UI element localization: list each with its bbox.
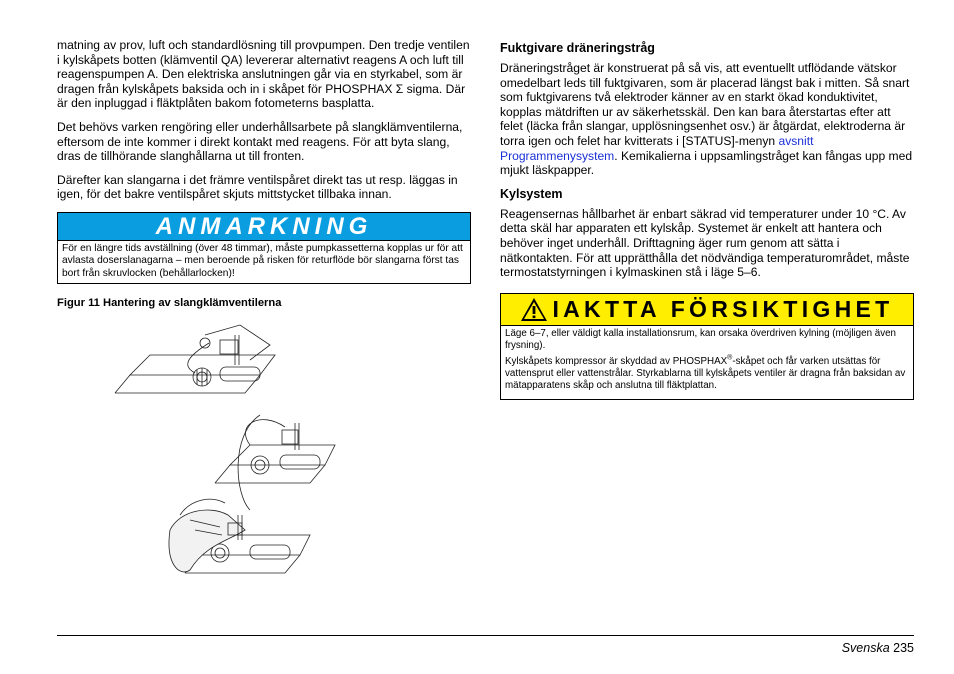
figure-valve-illustration [110,315,340,580]
figure-caption: Figur 11 Hantering av slangklämventilerna [57,297,282,310]
cross-reference-link[interactable]: avsnitt Programmenysystem [500,133,814,163]
body-paragraph: Reagensernas hållbarhet är enbart säkrad vid temperaturer under 10 °C. Av detta skäl har apparaten ett kylskåp. Systemet är enkelt att hantera och behöver inget underhåll. Drifttagning äger rum genom att sätta i nätkontakten. För att upprätthålla det nödvändiga temperaturområdet, måste termostatstyrningen i kylmaskinen stå i läge 5–6. [500,206,910,280]
caution-body [501,326,913,399]
text-run: Kylskåpets kompressor är skyddad av PHOSPHAX [505,355,728,367]
caution-header [501,294,913,326]
footer [842,641,914,655]
body-paragraph: Därefter kan slangarna i det främre ventilspåret direkt tas ut resp. läggas in igen, för det bakre ventilspåret skjuts mittstycket tillbaka innan. [57,172,458,202]
caution-text [505,356,909,393]
footer-language: Svenska [841,641,890,655]
section-heading: Fuktgivare dräneringstråg [500,41,655,55]
caution-box [500,293,914,400]
text-run: Dräneringstråget är konstruerat på så vis, att eventuellt utflödande vätskor omedelbart leds till fuktgivaren, som är placerad längst bak i mitten. Så snart som fuktgivarens två elektroder känner av en starkt ökad konduktivitet, kopplas mätdriften ur av säkerhetsskäl. Den kan bara återstartas efter att felet (läcka från slangar, upplösningsenhet osv.) är åtgärdat, elektroderna är torra igen och felet har kvitterats i [STATUS]-menyn [500,61,910,148]
caution-text: Läge 6–7, eller väldigt kalla installationsrum, kan orsaka överdriven kylning (möjligen även frysning). [505,327,896,352]
warning-triangle-icon [520,297,548,322]
body-paragraph [500,61,914,178]
left-column [57,38,471,309]
registered-mark: ® [727,354,733,362]
text-run: . Kemikalierna i uppsamlingstråget kan fångas upp med mjukt läskpapper. [500,148,913,178]
note-box [57,212,471,284]
page-number: 235 [893,641,914,655]
valve-panel-3 [169,499,310,573]
body-paragraph: matning av prov, luft och standardlösning till provpumpen. Den tredje ventilen i kylskåpets botten (klämventil QA) levererar alternativt reagens A och luft till reagenspumpen A. Den elektriska anslutningen går via en styrkabel, som är dragen från kylskåpets baksida och in i skåpet för PHOSPHAX Σ sigma. Där är den inpluggad i fläktplåten bakom fotometerns basplatta. [57,38,470,111]
text-run: -skåpet och får varken utsättas för vattensprut eller vattenstrålar. Styrkablarna till kylskåpets ventiler är dragna från baksidan av mätapparatens skåp och anslutna till fläktplattan. [505,355,906,392]
section-heading: Kylsystem [500,186,563,201]
note-text: För en längre tids avställning (över 48 timmar), måste pumpkassetterna kopplas ur för att avlasta doserslanagarna – men beroende på risken för returflöde bör slangarna först tas bort från skruvlocken (behållarlocken)! [62,242,463,279]
caution-title: IAKTTA FÖRSIKTIGHET [552,295,894,322]
right-column [500,38,914,400]
body-paragraph: Det behövs varken rengöring eller underhållsarbete på slangklämventilerna, eftersom de inte kommer i direkt kontakt med reagens. För att byta slang, dras de tillhörande slanghållarna ut till fronten. [57,119,463,164]
footer-rule [57,635,914,636]
valve-panel-1 [115,325,275,393]
note-title: ANMARKNING [58,213,470,241]
valve-panel-2 [215,415,335,510]
